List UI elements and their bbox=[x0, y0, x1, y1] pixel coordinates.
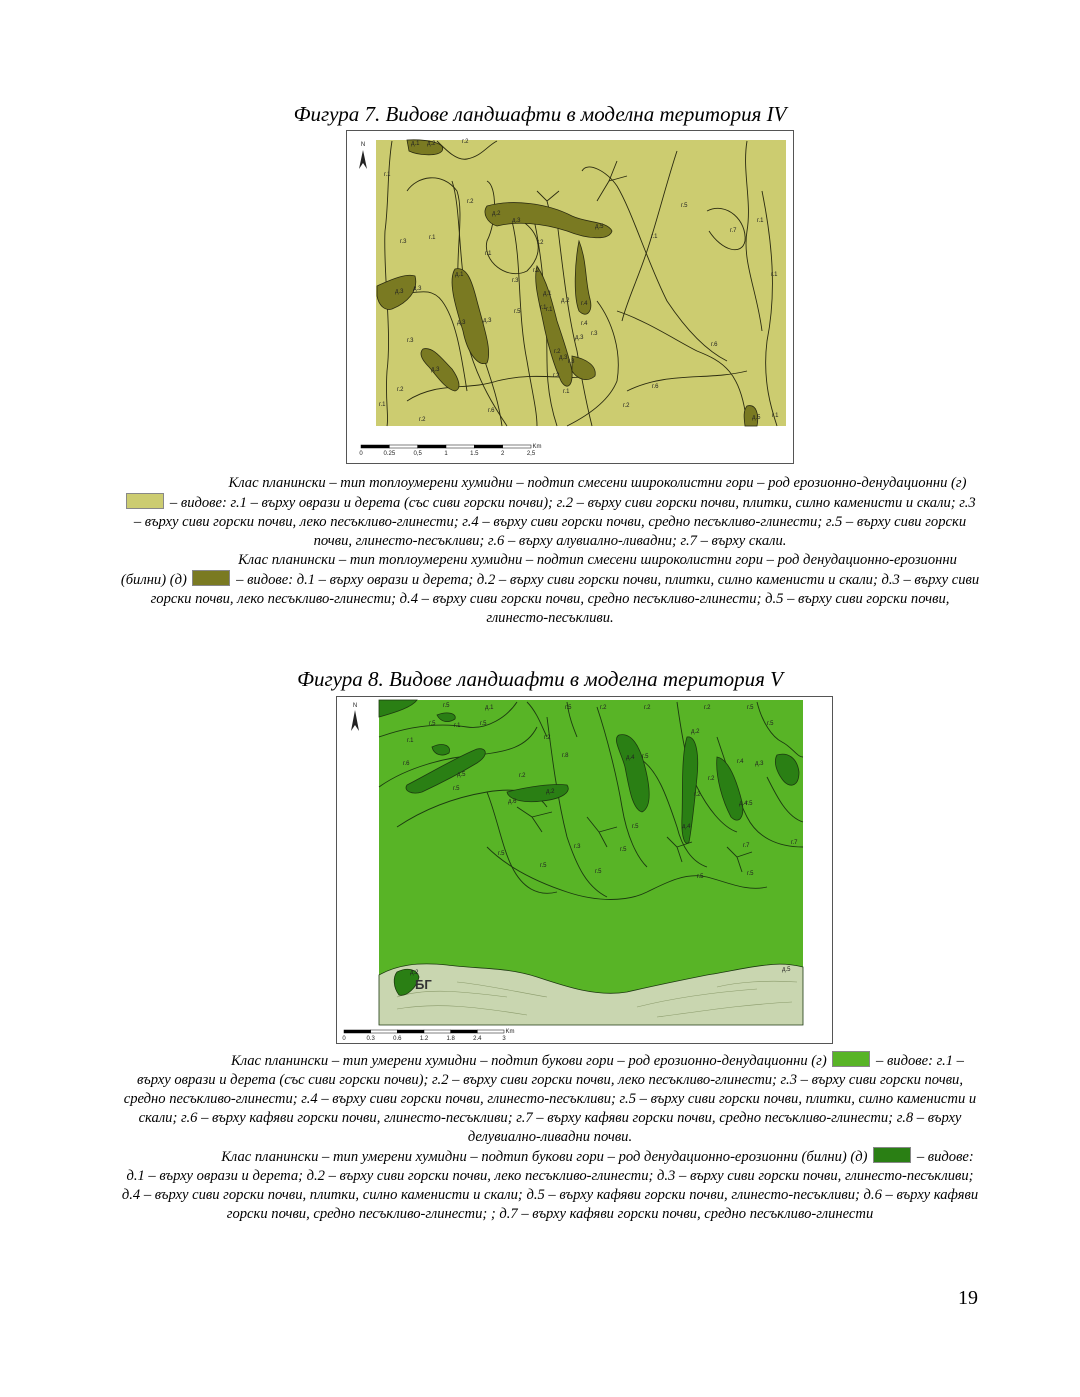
scale-bar-label: 0.6 bbox=[393, 1036, 402, 1042]
map-label: д.1 bbox=[455, 272, 464, 278]
map-label: г.5 bbox=[697, 874, 704, 880]
map-label: г.2 bbox=[533, 268, 540, 274]
figure-7-map-svg bbox=[347, 131, 793, 463]
map-label: г.2 bbox=[554, 349, 561, 355]
map-label: г.6 bbox=[652, 384, 659, 390]
map-label: г.2 bbox=[644, 705, 651, 711]
map-label: г.2 bbox=[419, 417, 426, 423]
map-label: г.6 bbox=[711, 342, 718, 348]
scale-bar-label: 1.8 bbox=[446, 1036, 455, 1042]
scale-bar-segment bbox=[361, 445, 389, 448]
map-label: д.5 bbox=[595, 224, 604, 230]
scale-bar-label: 0.3 bbox=[366, 1036, 375, 1042]
legend-text: – видове: г.1 – върху оврази и дерета (със сиви горски почви); г.2 – върху сиви горски почви, леко песъкливо-глинести; г.3 – върху сиви горски почви, средно песъкливо-глинести; г.4 – върху сиви горски почви, глинесто-песъкливи; г.5 – върху сиви горски почви, плитки, силно каменисти и скали; г.6 – върху кафяви горски почви, глинесто-песъкливи; г.7 – върху кафяви горски почви, средно песъкливо-глинести; г.8 – върху делувиално-ливадни почви. bbox=[123, 1053, 977, 1145]
scale-bar-segment bbox=[344, 1030, 371, 1033]
map-label: г.1 bbox=[563, 389, 570, 395]
north-arrow-icon bbox=[359, 142, 367, 169]
scale-bar-label: 0.25 bbox=[383, 451, 396, 457]
scale-bar-label: 0,5 bbox=[413, 451, 422, 457]
map-label: д.3 bbox=[512, 218, 521, 224]
scale-bar-label: 1 bbox=[444, 451, 448, 457]
map-label: д.3 bbox=[431, 367, 440, 373]
map-label: д.2 bbox=[492, 211, 501, 217]
scale-bar bbox=[359, 444, 541, 457]
legend-paragraph-d bbox=[120, 551, 980, 628]
scale-bar-segment bbox=[446, 445, 474, 448]
map-label: д.4 bbox=[626, 755, 635, 761]
legend-paragraph-d bbox=[120, 1147, 980, 1224]
map-label: г.4 bbox=[581, 301, 588, 307]
map-label: г.5 bbox=[480, 721, 487, 727]
map-label: д.3 bbox=[559, 355, 568, 361]
figure-7-legend bbox=[120, 474, 980, 628]
scale-bar-label: Km bbox=[532, 444, 542, 450]
map-label: г.1 bbox=[485, 251, 492, 257]
map-label: г.2 bbox=[708, 776, 715, 782]
figure-8-map bbox=[336, 696, 833, 1044]
map-label: г.1 bbox=[772, 413, 779, 419]
map-label: д.2 bbox=[427, 141, 436, 147]
map-label: г.7 bbox=[743, 843, 750, 849]
scale-bar-label: 2,5 bbox=[526, 451, 536, 457]
map-label: г.2 bbox=[544, 735, 551, 741]
map-label: г.2 bbox=[623, 403, 630, 409]
legend-paragraph-g bbox=[120, 1051, 980, 1147]
map-label: д.5 bbox=[752, 415, 761, 421]
map-label: г.2 bbox=[537, 240, 544, 246]
map-label: г.3 bbox=[407, 338, 414, 344]
scale-bar-segment bbox=[397, 1030, 424, 1033]
scale-bar-segment bbox=[424, 1030, 451, 1033]
figure-8-legend bbox=[120, 1051, 980, 1224]
map-label: г.5 bbox=[620, 847, 627, 853]
map-label: г.4 bbox=[737, 759, 744, 765]
map-label: г.1 bbox=[454, 723, 461, 729]
legend-text: Клас планински – тип умерени хумидни – подтип букови гори – род ерозионно-денудационни (г) bbox=[231, 1053, 831, 1069]
map-label: д.2 bbox=[561, 298, 570, 304]
map-label: г.5 bbox=[514, 309, 521, 315]
legend-text: Клас планински – тип топлоумерени хумидни – подтип смесени широколистни гори – род денудационно-ерозионни (билни) (д) bbox=[120, 552, 957, 588]
map-label: г.1 bbox=[384, 172, 391, 178]
figure-7-title: Фигура 7. Видове ландшафти в моделна територия IV bbox=[293, 102, 787, 126]
map-label: г.1 bbox=[546, 307, 553, 313]
map-label: г.5 bbox=[746, 801, 753, 807]
map-label: д.3 bbox=[755, 761, 764, 767]
north-label: N bbox=[352, 703, 358, 709]
map-label: г.2 bbox=[397, 387, 404, 393]
map-label: д.4 bbox=[682, 824, 691, 830]
map-label: г.5 bbox=[595, 869, 602, 875]
map-label: д.1 bbox=[411, 141, 420, 147]
scale-bar-segment bbox=[451, 1030, 478, 1033]
map-label: г.2 bbox=[519, 773, 526, 779]
relief-label: БГ bbox=[415, 977, 432, 992]
map-label: д.3 bbox=[483, 318, 492, 324]
map-label: г.5 bbox=[565, 705, 572, 711]
map-label: г.5 bbox=[747, 705, 754, 711]
scale-bar-label: 1.5 bbox=[470, 451, 479, 457]
scale-bar-label: Km bbox=[505, 1029, 515, 1035]
map-label: г.1 bbox=[771, 272, 778, 278]
scale-bar-segment bbox=[371, 1030, 398, 1033]
map-label: г.1 bbox=[540, 305, 547, 311]
map-label: д.1 bbox=[485, 705, 494, 711]
map-label: г.3 bbox=[568, 359, 575, 365]
figure-8-title: Фигура 8. Видове ландшафти в моделна територия V bbox=[297, 667, 783, 691]
map-label: г.4 bbox=[581, 321, 588, 327]
scale-bar-segment bbox=[474, 445, 502, 448]
map-label: г.3 bbox=[591, 331, 598, 337]
map-label: г.6 bbox=[403, 761, 410, 767]
map-label: г.6 bbox=[488, 408, 495, 414]
legend-swatch-d bbox=[873, 1147, 911, 1163]
map-label: д.2 bbox=[691, 729, 700, 735]
map-label: г.1 bbox=[379, 402, 386, 408]
legend-swatch-d bbox=[192, 570, 230, 586]
scale-bar-label: 1.2 bbox=[419, 1036, 429, 1042]
scale-bar-label: 2 bbox=[500, 451, 505, 457]
scale-bar-label: 0 bbox=[342, 1036, 346, 1042]
map-label: г.7 bbox=[730, 228, 737, 234]
scale-bar-segment bbox=[418, 445, 446, 448]
scale-bar-segment bbox=[477, 1030, 504, 1033]
map-label: г.5 bbox=[540, 863, 547, 869]
map-label: г.2 bbox=[553, 373, 560, 379]
map-label: г.5 bbox=[443, 703, 450, 709]
map-label: г.5 bbox=[632, 824, 639, 830]
map-label: г.1 bbox=[429, 235, 436, 241]
map-label: д.3 bbox=[413, 286, 422, 292]
scale-bar-label: 0 bbox=[359, 451, 363, 457]
map-label: г.5 bbox=[681, 203, 688, 209]
map-label: д.2 bbox=[546, 789, 555, 795]
legend-text: Клас планински – тип топлоумерени хумидни – подтип смесени широколистни гори – род ерозионно-денудационни (г) bbox=[228, 475, 967, 491]
map-label: г.5 bbox=[429, 721, 436, 727]
legend-swatch-g bbox=[126, 493, 164, 509]
map-label: г.2 bbox=[704, 705, 711, 711]
map-label: д.3 bbox=[575, 335, 584, 341]
scale-bar-segment bbox=[389, 445, 417, 448]
legend-text: – видове: д.1 – върху оврази и дерета; д.2 – върху сиви горски почви, плитки, силно каменисти и скали; д.3 – върху сиви горски почви, леко песъкливо-глинести; д.4 – върху сиви горски почви, средно песъкливо-глинести; д.5 – върху сиви горски почви, глинесто-песъкливи. bbox=[150, 572, 980, 626]
map-label: д.3 bbox=[395, 289, 404, 295]
legend-text: – видове: г.1 – върху оврази и дерета (със сиви горски почви); г.2 – върху сиви горски почви, плитки, силно каменисти и скали; г.3 – върху сиви горски почви, леко песъкливо-глинести; г.4 – върху сиви горски почви, средно песъкливо-глинести; г.5 – върху сиви горски почви, глинесто-песъкливи; г.6 – върху алувиално-ливадни; г.7 – върху скали. bbox=[133, 495, 976, 549]
legend-paragraph-g bbox=[120, 474, 980, 551]
map-label: д.3 bbox=[457, 320, 466, 326]
map-label: г.2 bbox=[694, 792, 701, 798]
map-label: г.2 bbox=[600, 705, 607, 711]
map-label: г.5 bbox=[642, 754, 649, 760]
map-label: г.1 bbox=[407, 738, 414, 744]
figure-7-map bbox=[346, 130, 794, 464]
legend-text: – видове: д.1 – върху оврази и дерета; д.2 – върху сиви горски почви, леко песъкливо-глинести; д.3 – върху сиви горски почви, глинесто-песъкливи; д.4 – върху сиви горски почви, плитки, силно каменисти и скали; д.5 – върху кафяви горски почви, глинесто-песъкливи; д.6 – върху кафяви горски почви, средно песъкливо-глинести; ; д.7 – върху кафяви горски почви, средно песъкливо-глинести bbox=[121, 1149, 979, 1222]
map-label: г.5 bbox=[453, 786, 460, 792]
scale-bar-segment bbox=[503, 445, 531, 448]
legend-text: Клас планински – тип умерени хумидни – подтип букови гори – род денудационно-ерозионни (билни) (д) bbox=[221, 1149, 872, 1165]
map-label: г.3 bbox=[574, 844, 581, 850]
north-label: N bbox=[360, 142, 366, 148]
scale-bar-label: 2.4 bbox=[473, 1036, 482, 1042]
map-label: д.5 bbox=[782, 967, 791, 973]
north-arrow-icon bbox=[351, 703, 359, 731]
map-label: д.1 bbox=[543, 291, 552, 297]
map-label: г.1 bbox=[757, 218, 764, 224]
figure-8-map-svg bbox=[337, 697, 832, 1043]
map-label: г.8 bbox=[562, 753, 569, 759]
legend-swatch-g bbox=[832, 1051, 870, 1067]
scale-bar-label: 3 bbox=[502, 1036, 506, 1042]
map-label: д.5 bbox=[457, 772, 466, 778]
map-label: г.3 bbox=[400, 239, 407, 245]
map-label: г.5 bbox=[747, 871, 754, 877]
map-label: г.5 bbox=[767, 721, 774, 727]
map-label: г.3 bbox=[512, 278, 519, 284]
map-label: г.2 bbox=[467, 199, 474, 205]
map-label: д.6 bbox=[508, 799, 517, 805]
map-label: г.7 bbox=[791, 840, 798, 846]
page-number: 19 bbox=[958, 1287, 978, 1309]
map-label: д.4 bbox=[739, 801, 748, 807]
scale-bar bbox=[342, 1029, 514, 1042]
map-label: г.5 bbox=[498, 851, 505, 857]
map-label: д.2 bbox=[410, 970, 419, 976]
map-label: г.1 bbox=[651, 234, 658, 240]
map-label: г.2 bbox=[462, 139, 469, 145]
